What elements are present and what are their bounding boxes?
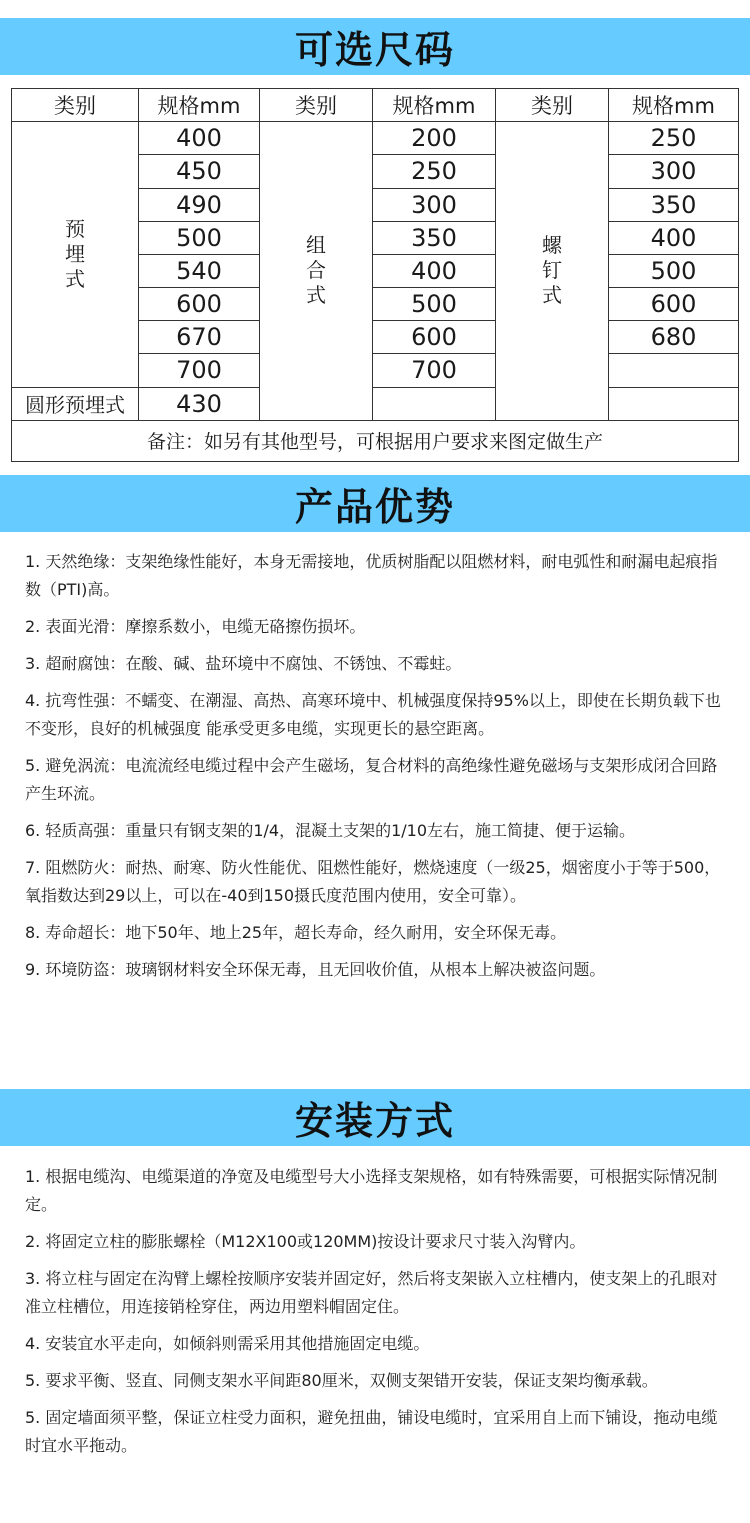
category-embedded-label: 预 埋 式 xyxy=(65,216,85,291)
combined-size: 600 xyxy=(373,321,496,354)
combined-size: 200 xyxy=(373,122,496,155)
embedded-size: 540 xyxy=(139,254,260,287)
table-row xyxy=(12,122,739,155)
list-item: 3. 将立柱与固定在沟臂上螺栓按顺序安装并固定好，然后将支架嵌入立柱槽内，使支架上的孔眼对准立柱槽位，用连接销栓穿住，两边用塑料帽固定住。 xyxy=(25,1269,718,1316)
category-embedded xyxy=(12,122,139,387)
combined-size: 250 xyxy=(373,155,496,188)
list-item: 5. 要求平衡、竖直、同侧支架水平间距80厘米，双侧支架错开安装，保证支架均衡承载。 xyxy=(25,1371,658,1390)
list-item: 9. 环境防盗：玻璃钢材料安全环保无毒，且无回收价值，从根本上解决被盗问题。 xyxy=(25,960,606,979)
install-section-banner xyxy=(0,1089,750,1146)
list-item: 4. 安装宜水平走向，如倾斜则需采用其他措施固定电缆。 xyxy=(25,1334,430,1353)
size-table xyxy=(11,88,739,462)
bolted-size: 680 xyxy=(609,321,739,354)
size-table-header-row xyxy=(12,89,739,122)
combined-size: 400 xyxy=(373,254,496,287)
bolted-size: 300 xyxy=(609,155,739,188)
bolted-size: 600 xyxy=(609,288,739,321)
header-category: 类别 xyxy=(496,89,609,122)
install-section-title: 安装方式 xyxy=(294,1099,455,1143)
header-spec: 规格mm xyxy=(373,89,496,122)
list-item: 4. 抗弯性强：不蠕变、在潮湿、高热、高寒环境中、机械强度保持95%以上，即使在长期负载下也不变形，良好的机械强度 能承受更多电缆，实现更长的悬空距离。 xyxy=(25,691,721,738)
combined-size: 350 xyxy=(373,221,496,254)
list-item: 7. 阻燃防火：耐热、耐寒、防火性能优、阻燃性能好，燃烧速度（一级25，烟密度小于等于500，氧指数达到29以上，可以在-40到150摄氏度范围内使用，安全可靠）。 xyxy=(25,858,721,905)
combined-size-empty xyxy=(373,387,496,420)
embedded-size: 700 xyxy=(139,354,260,387)
list-item: 5. 避免涡流：电流流经电缆过程中会产生磁场，复合材料的高绝缘性避免磁场与支架形成闭合回路产生环流。 xyxy=(25,756,718,803)
bolted-size-empty xyxy=(609,354,739,387)
advantages-section-banner xyxy=(0,475,750,532)
bolted-size: 400 xyxy=(609,221,739,254)
header-category: 类别 xyxy=(12,89,139,122)
bolted-size-empty xyxy=(609,387,739,420)
combined-size: 500 xyxy=(373,288,496,321)
list-item: 1. 天然绝缘：支架绝缘性能好，本身无需接地，优质树脂配以阻燃材料，耐电弧性和耐漏电起痕指数（PTI)高。 xyxy=(25,552,718,599)
table-note-row xyxy=(12,420,739,461)
category-round-embedded: 圆形预埋式 xyxy=(12,387,139,420)
header-category: 类别 xyxy=(260,89,373,122)
list-item: 5. 固定墙面须平整，保证立柱受力面积，避免扭曲，铺设电缆时，宜采用自上而下铺设，拖动电缆时宜水平拖动。 xyxy=(25,1408,718,1455)
list-item: 2. 表面光滑：摩擦系数小，电缆无硌擦伤损坏。 xyxy=(25,617,366,636)
category-combined-label: 组 合 式 xyxy=(306,233,326,308)
embedded-size: 500 xyxy=(139,221,260,254)
list-item: 3. 超耐腐蚀：在酸、碱、盐环境中不腐蚀、不锈蚀、不霉蛀。 xyxy=(25,654,462,673)
list-item: 8. 寿命超长：地下50年、地上25年，超长寿命，经久耐用，安全环保无毒。 xyxy=(25,923,567,942)
bolted-size: 250 xyxy=(609,122,739,155)
category-combined xyxy=(260,122,373,421)
embedded-size: 400 xyxy=(139,122,260,155)
embedded-size: 490 xyxy=(139,188,260,221)
embedded-size: 600 xyxy=(139,288,260,321)
header-spec: 规格mm xyxy=(139,89,260,122)
category-bolted-label: 螺 钉 式 xyxy=(542,233,562,308)
list-item: 2. 将固定立柱的膨胀螺栓（M12X100或120MM)按设计要求尺寸装入沟臂内。 xyxy=(25,1232,586,1251)
category-bolted xyxy=(496,122,609,421)
list-item: 6. 轻质高强：重量只有钢支架的1/4，混凝土支架的1/10左右，施工简捷、便于运输。 xyxy=(25,821,636,840)
advantages-section-title: 产品优势 xyxy=(294,485,455,529)
bolted-size: 350 xyxy=(609,188,739,221)
install-list xyxy=(25,1163,725,1469)
embedded-size: 450 xyxy=(139,155,260,188)
header-spec: 规格mm xyxy=(609,89,739,122)
combined-size: 700 xyxy=(373,354,496,387)
sizes-section-title: 可选尺码 xyxy=(294,28,455,72)
bolted-size: 500 xyxy=(609,254,739,287)
embedded-size: 670 xyxy=(139,321,260,354)
advantages-list xyxy=(25,548,725,993)
combined-size: 300 xyxy=(373,188,496,221)
list-item: 1. 根据电缆沟、电缆渠道的净宽及电缆型号大小选择支架规格，如有特殊需要，可根据实际情况制定。 xyxy=(25,1167,718,1214)
round-embedded-size: 430 xyxy=(139,387,260,420)
table-row xyxy=(12,387,739,420)
sizes-section-banner xyxy=(0,18,750,75)
table-note: 备注：如另有其他型号，可根据用户要求来图定做生产 xyxy=(12,420,739,461)
